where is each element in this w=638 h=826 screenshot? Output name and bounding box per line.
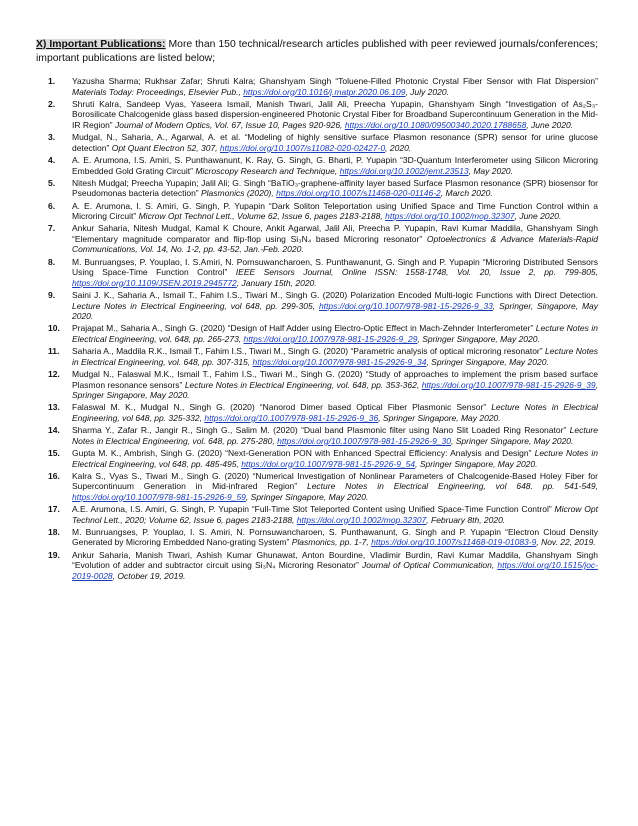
- section-heading-text: More than 150 technical/research articles published with peer reviewed journals/conferences; important publications are listed below;: [36, 39, 598, 64]
- publication-item: [48, 98, 598, 131]
- publication-venue: Lecture Notes in Electrical Engineering, vol 648. pp. 541-549,: [306, 481, 598, 492]
- doi-link[interactable]: https://doi.org/10.1007/978-981-15-2926-9_33: [318, 300, 493, 311]
- publication-item: [48, 177, 598, 199]
- publication-date: , January 15th, 2020.: [236, 277, 317, 288]
- publication-item: [48, 425, 598, 446]
- publication-venue: Lecture Notes in Electrical Engineering, vol. 648, pp. 275-280,: [72, 425, 598, 446]
- publication-authors-title: Sharma Y., Zafar R., Jangir R., Singh G., Salim M. (2020) “Dual band Plasmonic filter using Nano Slit Loaded Ring Resonator”: [72, 425, 570, 436]
- publication-venue: Microw Opt Technol Lett., 2020; Volume 62, Issue 6, pages 2183-2188,: [72, 504, 598, 525]
- doi-link[interactable]: https://doi.org/10.1016/j.matpr.2020.06.109: [243, 86, 406, 97]
- publication-number: 4.: [48, 154, 56, 165]
- publication-date: , Springer Singapore, May 2020.: [245, 491, 369, 502]
- publication-venue: Journal of Modern Optics, Vol. 67, Issue 10, Pages 920-926,: [115, 119, 343, 130]
- publication-item: [48, 504, 598, 525]
- doi-link[interactable]: https://doi.org/10.1007/s11468-019-01083-9: [371, 537, 537, 548]
- publication-authors-title: A.E. Arumona, I.S. Amiri, G. Singh, P. Yupapin “Full-Time Slot Teleported Content using Unified Space-Time Function Control”: [72, 504, 555, 515]
- doi-link[interactable]: https://doi.org/10.1002/mop.32307: [296, 514, 427, 525]
- publication-venue: Optoelectronics & Advance Materials-Rapid Communications, Vol. 14, No. 1-2, pp. 43-52, Jan.-Feb. 2020.: [72, 233, 598, 255]
- publication-authors-title: Falaswal M. K., Mudgal N., Singh G. (2020) “Nanorod Dimer based Optical Fiber Plasmonic Sensor”: [72, 402, 492, 413]
- publication-date: , Springer Singapore, May 2020.: [378, 412, 501, 423]
- doi-link[interactable]: https://doi.org/10.1007/978-981-15-2926-9_39: [421, 379, 596, 390]
- publication-date: , Springer Singapore, May 2020.: [415, 458, 538, 469]
- publication-date: , 2020.: [385, 142, 412, 153]
- publication-item: [48, 256, 599, 289]
- publication-authors-title: Mudgal, N., Saharia, A., Agarwal, A. et al. “Modeling of highly sensitive surface Plasmon resonance (SPR) sensor for urine glucose detection”: [72, 132, 598, 153]
- publication-item: [48, 132, 598, 153]
- publication-number: 8.: [48, 256, 56, 267]
- publication-authors-title: Kalra S., Vyas S., Tiwari M., Singh G. (2020) “Numerical Investigation of Nonlinear Parameters of Chalcogenide-Based Holey Fiber for Supercontinuum Generation in Mid-infrared Region”: [72, 470, 598, 492]
- publication-number: 12.: [48, 368, 60, 379]
- publication-item: [48, 549, 599, 582]
- publication-date: , June 2020.: [526, 119, 574, 130]
- publication-authors-title: Shruti Kalra, Sandeep Vyas, Yaseera Ismail, Manish Tiwari, Jalil Ali, Preecha Yupapin, Ghanshyam Singh “Investigation of As₂S₃-Borosilicate Chalcogenide glass based dispersion-engineered Photonic Crystal Fiber for Broadband Supercontinuum Generation in the Mid-IR Region”: [72, 98, 598, 130]
- publication-authors-title: A. E. Arumona, I.S. Amiri, S. Punthawanunt, K. Ray, G. Singh, G. Bharti, P. Yupapin “3D-Quantum Interferometer using Silicon Microring Embedded Gold Grating Circuit”: [72, 154, 598, 176]
- doi-link[interactable]: https://doi.org/10.1007/978-981-15-2926-9_29: [243, 334, 418, 344]
- publication-item: [48, 290, 598, 322]
- publication-number: 15.: [48, 447, 60, 458]
- doi-link[interactable]: https://doi.org/10.1007/s11468-020-01146-2: [276, 188, 441, 199]
- publication-number: 3.: [48, 132, 56, 143]
- publication-authors-title: A. E. Arumona, I. S. Amiri, G. Singh, P. Yupapin “Dark Soliton Teleportation using Unified Space and Time Function Control within a Microring Circuit”: [72, 200, 598, 222]
- publication-item: [48, 526, 598, 548]
- publication-authors-title: Saharia A., Maddila R.K., Ismail T., Fahim I.S., Tiwari M., Singh G. (2020) “Parametric analysis of optical microring resonator”: [72, 346, 546, 357]
- publication-number: 16.: [48, 470, 60, 481]
- publication-date: , March 2020.: [440, 188, 493, 199]
- publication-authors-title: M. Bunruangses, P. Youplao, I. S.Amiri, N. Pornsuwancharoen, S. Punthawanunt, G. Singh and P. Yupapin “Microring Distributed Sensors Using Space-Time Function Control”: [72, 256, 598, 278]
- publication-venue: Opt Quant Electron 52, 307,: [111, 142, 218, 153]
- publication-date: , Springer Singapore, May 2020.: [72, 379, 598, 401]
- publication-authors-title: M. Bunruangses, P. Youplao, I. S. Amiri, N. Pornsuwancharoen, S. Punthawanunt, G. Singh and P. Yupapin “Electron Cloud Density Generated by Microring Embedded Nano-grating System”: [72, 526, 598, 548]
- publication-venue: Plasmonics (2020),: [201, 188, 274, 199]
- publication-venue: Lecture Notes in Electrical Engineering, vol. 648, pp. 307-315,: [72, 346, 598, 367]
- publication-number: 6.: [48, 200, 56, 211]
- doi-link[interactable]: https://doi.org/10.1002/jemt.23513: [339, 165, 469, 176]
- section-heading-label: X) Important Publications:: [36, 39, 166, 50]
- publication-venue: Lecture Notes in Electrical Engineering, vol 648, pp. 485-495,: [72, 447, 598, 469]
- publication-item: [48, 402, 598, 423]
- publication-venue: IEEE Sensors Journal, Online ISSN: 1558-1748, Vol. 20, Issue 2, pp. 799-805,: [235, 267, 599, 278]
- publication-item: [48, 470, 598, 503]
- publication-item: [48, 323, 598, 344]
- publication-date: , Springer Singapore, May 2020.: [451, 435, 574, 446]
- publication-number: 19.: [48, 549, 60, 560]
- doi-link[interactable]: https://doi.org/10.1515/joc-2019-0028: [72, 560, 599, 581]
- publication-item: [48, 447, 598, 469]
- publication-date: , June 2020.: [514, 211, 562, 222]
- publication-item: [48, 76, 598, 97]
- doi-link[interactable]: https://doi.org/10.1109/JSEN.2019.2945772: [72, 277, 237, 288]
- publication-venue: Journal of Optical Communication,: [362, 560, 495, 571]
- publication-number: 2.: [48, 98, 56, 109]
- publication-venue: Lecture Notes in Electrical Engineering, vol. 648, pp. 265-273,: [72, 323, 598, 344]
- doi-link[interactable]: https://doi.org/10.1080/09500340.2020.1788658: [344, 119, 527, 130]
- publication-authors-title: Nitesh Mudgal; Preecha Yupapin; Jalil Ali; G. Singh “BaTiO₃-graphene-affinity layer based Surface Plasmon resonance (SPR) biosensor for Pseudomonas bacteria detection”: [72, 177, 598, 199]
- publication-item: [48, 368, 598, 401]
- doi-link[interactable]: https://doi.org/10.1007/978-981-15-2926-9_54: [241, 458, 416, 469]
- publication-authors-title: Mudgal N., Falaswal M.K., Ismail T., Fahim I.S., Tiwari M., Singh G. (2020) “Study of approaches to implement the prism based surface Plasmon resonance sensors”: [72, 368, 598, 390]
- publication-venue: Lecture Notes in Electrical Engineering, vol 648, pp. 325-332,: [72, 402, 598, 423]
- publication-number: 1.: [48, 76, 56, 86]
- publication-number: 14.: [48, 425, 60, 436]
- publication-venue: Microscopy Research and Technique,: [195, 165, 338, 176]
- publication-date: , May 2020.: [468, 165, 514, 176]
- doi-link[interactable]: https://doi.org/10.1002/mop.32307: [385, 211, 515, 222]
- publication-date: , Springer, Singapore, May 2020.: [72, 300, 598, 322]
- publication-date: , February 8th, 2020.: [426, 514, 506, 525]
- publication-item: [48, 154, 598, 176]
- doi-link[interactable]: https://doi.org/10.1007/978-981-15-2926-9_34: [252, 356, 427, 367]
- publication-authors-title: Yazusha Sharma; Rukhsar Zafar; Shruti Kalra; Ghanshyam Singh “Toluene-Filled Photonic Crystal Fiber Sensor with Flat Dispersion”: [72, 76, 598, 86]
- publication-date: , October 19, 2019.: [112, 570, 186, 581]
- publication-date: , July 2020.: [405, 86, 449, 97]
- publication-authors-title: Gupta M. K., Ambrish, Singh G. (2020) “Next-Generation PON with Enhanced Spectral Efficiency: Analysis and Design”: [72, 447, 535, 458]
- publication-number: 11.: [48, 346, 60, 357]
- publication-date: , Nov. 22, 2019.: [536, 537, 596, 548]
- publication-date: , Springer Singapore, May 2020.: [426, 356, 549, 367]
- doi-link[interactable]: https://doi.org/10.1007/978-981-15-2926-9_36: [204, 412, 379, 423]
- publication-number: 5.: [48, 177, 56, 188]
- publication-venue: Plasmonics, pp. 1-7,: [291, 537, 369, 548]
- publication-authors-title: Saini J. K., Saharia A., Ismail T., Fahim I.S., Tiwari M., Singh G. (2020) Polarization Encoded Multi-logic Functions with Direct Detection.: [72, 290, 598, 301]
- publication-venue: Microw Opt Technol Lett., Volume 62, Issue 6, pages 2183-2188,: [138, 211, 383, 222]
- publication-venue: Lecture Notes in Electrical Engineering, vol. 648, pp. 353-362,: [184, 379, 420, 390]
- doi-link[interactable]: https://doi.org/10.1007/978-981-15-2926-9_59: [72, 491, 246, 502]
- publication-number: 10.: [48, 323, 60, 334]
- publication-authors-title: Ankur Saharia, Manish Tiwari, Ashish Kumar Ghunawat, Anton Bourdine, Vladimir Burdin, Ravi Kumar Maddila, Ghanshyam Singh “Evolution of adder and subtractor circuit using Si₃N₄ Microring Resonator”: [72, 549, 598, 571]
- publication-venue: Materials Today: Proceedings, Elsevier Pub.,: [72, 86, 241, 97]
- publication-number: 7.: [48, 223, 56, 234]
- publication-list: [36, 76, 598, 581]
- publication-number: 18.: [48, 526, 60, 537]
- publication-number: 17.: [48, 504, 60, 515]
- publication-number: 13.: [48, 402, 60, 413]
- publication-authors-title: Ankur Saharia, Nitesh Mudgal, Kamal K Choure, Ankit Agarwal, Jalil Ali, Preecha P. Yupapin, Ravi Kumar Maddila, Ghanshyam Singh “Elementary magnitude comparator and flip-flop using Si₃N₄ based Microring resonator”: [72, 223, 598, 244]
- publication-item: [48, 346, 598, 367]
- doi-link[interactable]: https://doi.org/10.1007/s11082-020-02427-0: [219, 142, 386, 153]
- publication-venue: Lecture Notes in Electrical Engineering, vol 648, pp. 299-305,: [72, 300, 316, 311]
- publication-item: [48, 200, 598, 222]
- publication-authors-title: Prajapat M., Saharia A., Singh G. (2020) “Design of Half Adder using Electro-Optic Effect in Mach-Zehnder Interferometer”: [72, 323, 536, 334]
- publication-number: 9.: [48, 290, 56, 301]
- doi-link[interactable]: https://doi.org/10.1007/978-981-15-2926-9_30: [277, 435, 452, 446]
- publication-item: [48, 223, 598, 255]
- publication-date: , Springer Singapore, May 2020.: [417, 334, 540, 344]
- section-heading: [36, 38, 598, 66]
